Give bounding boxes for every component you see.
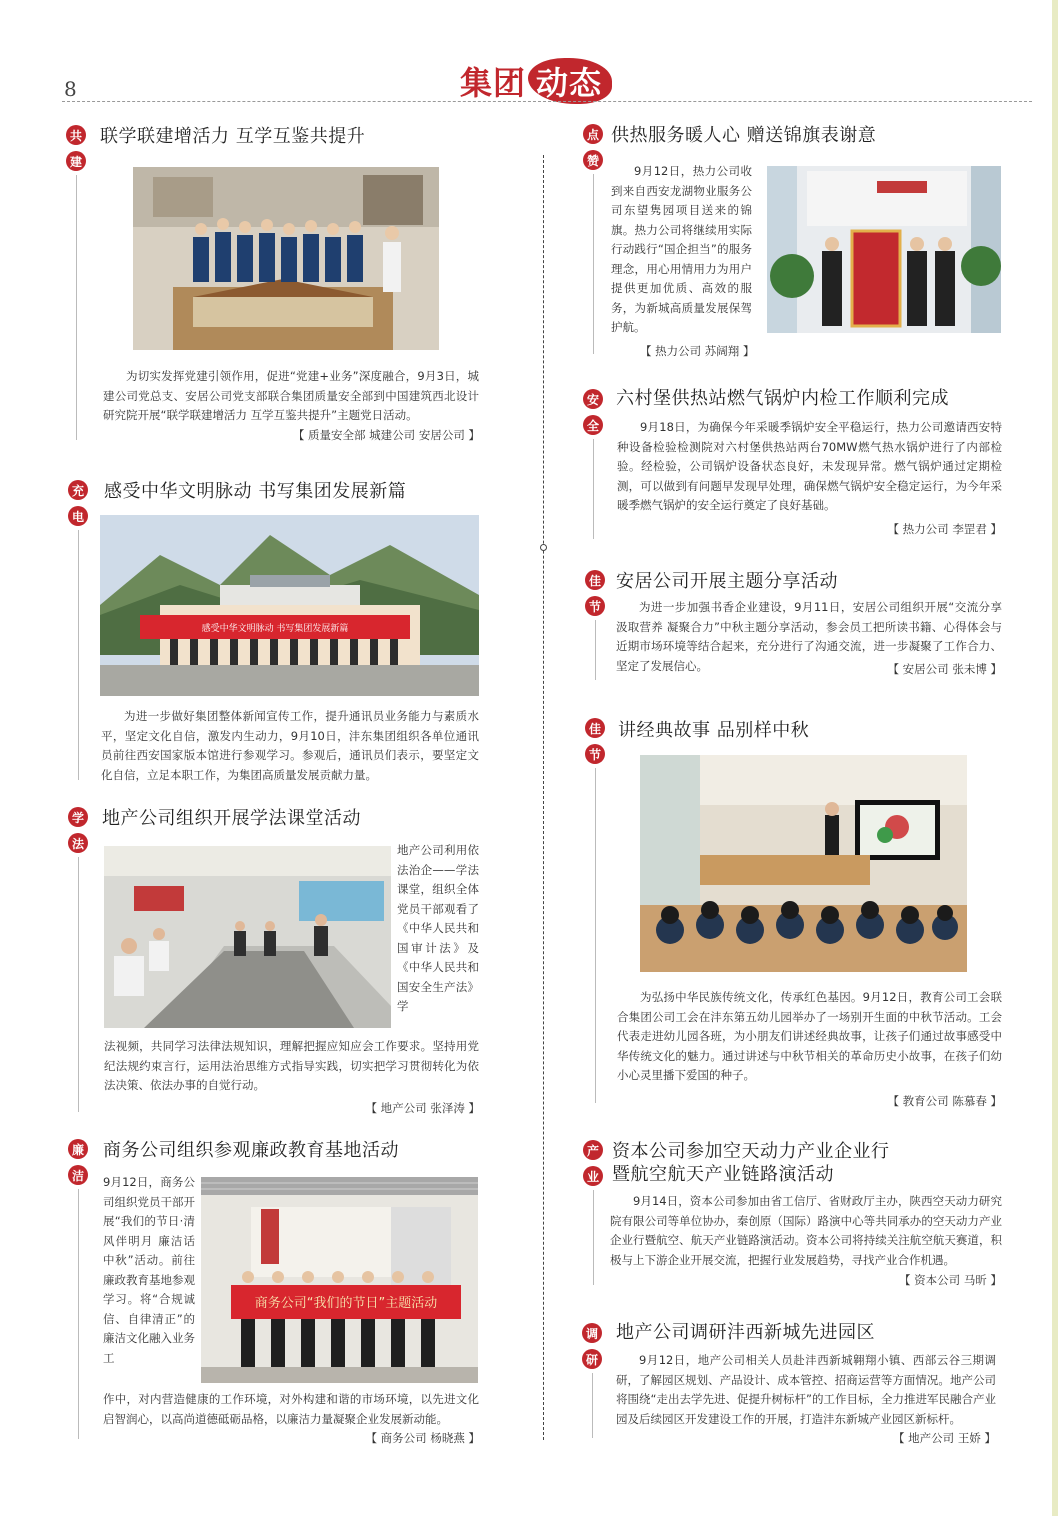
article-body: 9月18日，为确保今年采暖季锅炉安全平稳运行，热力公司邀请西安特种设备检验检测院对六村堡供热站两台70MW燃气热水锅炉进行了内部检验。经检验，公司锅炉设备状态良好，未发现异常。燃气锅炉通过定期检测，可以做到有问题早发现早处理，确保燃气锅炉安全稳定运行，为今年采暖季燃气锅炉的安全运行奠定了良好基础。: [617, 420, 1002, 512]
tag-char: 赞: [583, 150, 603, 170]
tag-char: 佳: [585, 570, 605, 590]
tag-char: 佳: [585, 718, 605, 738]
column-divider: [543, 155, 544, 1440]
article-body: 9月12日，热力公司收到来自西安龙湖物业服务公司东望隽园项目送来的锦旗。热力公司将继续用实际行动践行“国企担当”的服务理念，用心用情用力为用户提供更加优质、高效的服务，为新城高质量发展保驾护航。: [611, 164, 752, 334]
article-title-line2: 暨航空航天产业链路演活动: [612, 1164, 834, 1185]
article-tag: [583, 389, 605, 435]
photo-exhibition-visit: [133, 167, 439, 350]
article-title: 地产公司组织开展学法课堂活动: [102, 808, 361, 829]
article-tag: [68, 1139, 90, 1185]
tag-char: 廉: [68, 1139, 88, 1159]
page-edge-strip: [1052, 0, 1058, 1516]
article-rule: [595, 768, 596, 1103]
article-title: 讲经典故事 品别样中秋: [618, 720, 810, 741]
article-signature: 【 地产公司 王娇 】: [893, 1431, 996, 1445]
article-tag: [583, 1140, 605, 1186]
article-signature: 【 安居公司 张未博 】: [887, 662, 1002, 676]
article-body: 为进一步加强书香企业建设，9月11日，安居公司组织开展“交流分享 汲取营养 凝聚合力”中秋主题分享活动，参会员工把所读书籍、心得体会与近期市场环境等结合起来，充分进行了沟通交流，进一步凝聚了工作合力、坚定了发展信心。: [616, 600, 1002, 673]
photo-banner-text: 感受中华文明脉动 书写集团发展新篇: [201, 624, 349, 634]
article-signature: 【 地产公司 张泽涛 】: [365, 1101, 480, 1115]
article-tag: [585, 570, 607, 616]
tag-char: 共: [66, 125, 86, 145]
tag-char: 安: [583, 389, 603, 409]
article-tag: [585, 718, 607, 764]
article-body: 作中，对内营造健康的工作环境，对外构建和谐的市场环境，以先进文化启智润心，以高尚道德砥砺品格，以廉洁力量凝聚企业发展新动能。: [103, 1392, 479, 1426]
article-signature: 【 资本公司 马昕 】: [899, 1273, 1002, 1287]
article-title: 安居公司开展主题分享活动: [616, 571, 838, 592]
photo-integrity-base: [201, 1177, 478, 1383]
section-title-seal: 动态: [528, 58, 612, 104]
article-rule: [76, 175, 77, 440]
article-signature: 【 商务公司 杨晓燕 】: [365, 1431, 480, 1445]
photo-kindergarten-story: [640, 755, 967, 972]
article-tag: [66, 125, 88, 171]
photo-mountain-group: [100, 515, 479, 696]
article-side-text: 9月12日，商务公司组织党员干部开展“我们的节日·清风伴明月 廉洁话中秋”活动。前往廉政教育基地参观学习。将“合规诚信、自律清正”的廉洁文化融入业务工: [103, 1175, 195, 1365]
tag-char: 研: [582, 1349, 602, 1369]
column-divider-dot: [540, 544, 547, 551]
page-number: 8: [64, 77, 77, 101]
header-divider: [62, 101, 1032, 102]
article-rule: [595, 620, 596, 680]
tag-char: 调: [582, 1323, 602, 1343]
article-title: 六村堡供热站燃气锅炉内检工作顺利完成: [616, 388, 949, 409]
article-tag: [583, 124, 605, 170]
tag-char: 产: [583, 1140, 603, 1160]
article-body: 为弘扬中华民族传统文化，传承红色基因。9月12日，教育公司工会联合集团公司工会在沣东第五幼儿园举办了一场别开生面的中秋节活动。工会代表走进幼儿园各班，为小朋友们讲述经典故事，让孩子们通过故事感受中华传统文化的魅力。通过讲述与中秋节相关的革命历史小故事，在孩子们幼小心灵里播下爱国的种子。: [617, 990, 1002, 1082]
tag-char: 充: [68, 480, 88, 500]
article-tag: [68, 807, 90, 853]
article-side-text: 地产公司利用依法治企——学法课堂，组织全体党员干部观看了《中华人民共和国审计法》及《中华人民共和国安全生产法》学: [397, 843, 479, 1013]
article-title: 感受中华文明脉动 书写集团发展新篇: [104, 481, 407, 502]
tag-char: 节: [585, 596, 605, 616]
tag-char: 洁: [68, 1165, 88, 1185]
photo-silk-banner: [767, 166, 1001, 333]
article-rule: [593, 439, 594, 539]
article-rule: [78, 1189, 79, 1439]
tag-char: 点: [583, 124, 603, 144]
article-signature: 【 热力公司 李罡君 】: [887, 522, 1002, 536]
article-body: 9月14日，资本公司参加由省工信厅、省财政厅主办，陕西空天动力研究院有限公司等单位协办，秦创原（国际）路演中心等共同承办的空天动力产业企业行暨航空、航天产业链路演活动。资本公司将持续关注航空航天赛道，积极与上下游企业开展交流，把握行业发展趋势，寻找产业合作机遇。: [610, 1194, 1002, 1267]
article-body: 法视频，共同学习法律法规知识，理解把握应知应会工作要求。坚持用党纪法规约束言行，运用法治思维方式指导实践，切实把学习贯彻转化为依法决策、依法办事的自觉行动。: [104, 1039, 479, 1092]
tag-char: 学: [68, 807, 88, 827]
tag-char: 业: [583, 1166, 603, 1186]
tag-char: 法: [68, 833, 88, 853]
article-rule: [78, 530, 79, 780]
tag-char: 建: [66, 151, 86, 171]
article-title: 商务公司组织参观廉政教育基地活动: [103, 1140, 399, 1161]
photo-law-classroom: [104, 846, 391, 1028]
article-tag: [68, 480, 90, 526]
tag-char: 电: [68, 506, 88, 526]
tag-char: 全: [583, 415, 603, 435]
article-title: 联学联建增活力 互学互鉴共提升: [100, 126, 366, 147]
article-signature: 【 教育公司 陈慕春 】: [887, 1094, 1002, 1108]
article-rule: [593, 174, 594, 354]
article-body: 为切实发挥党建引领作用，促进“党建+业务”深度融合，9月3日，城建公司党总支、安居公司党支部联合集团质量安全部到中国建筑西北设计研究院开展“联学联建增活力 互学互鉴共提升”主题党日活动。: [103, 369, 479, 422]
article-rule: [592, 1373, 593, 1438]
article-signature: 【 热力公司 苏阔翔 】: [640, 344, 755, 358]
article-body: 9月12日，地产公司相关人员赴沣西新城翱翔小镇、西部云谷三期调研，了解园区规划、产品设计、成本管控、招商运营等方面情况。地产公司将围绕“走出去学先进、促提升树标杆”的工作目标，全力推进军民融合产业园及后续园区开发建设工作的开展，打造沣东新城产业园区新标杆。: [616, 1353, 996, 1426]
section-title-part-a: 集团: [460, 64, 527, 102]
section-title: [460, 58, 612, 104]
article-title-line1: 资本公司参加空天动力产业企业行: [612, 1141, 890, 1162]
article-rule: [593, 1190, 594, 1285]
photo-banner-text: 商务公司“我们的节日”主题活动: [254, 1296, 438, 1311]
tag-char: 节: [585, 744, 605, 764]
article-title: 供热服务暖人心 赠送锦旗表谢意: [611, 125, 877, 146]
article-tag: [582, 1323, 604, 1369]
article-signature: 【 质量安全部 城建公司 安居公司 】: [292, 428, 480, 442]
article-body: 为进一步做好集团整体新闻宣传工作，提升通讯员业务能力与素质水平，坚定文化自信，激发内生动力，9月10日，沣东集团组织各单位通讯员前往西安国家版本馆进行参观学习。参观后，通讯员们表示，要坚定文化自信，立足本职工作，为集团高质量发展贡献力量。: [101, 709, 479, 782]
article-title: 地产公司调研沣西新城先进园区: [616, 1322, 875, 1343]
article-rule: [78, 857, 79, 1112]
